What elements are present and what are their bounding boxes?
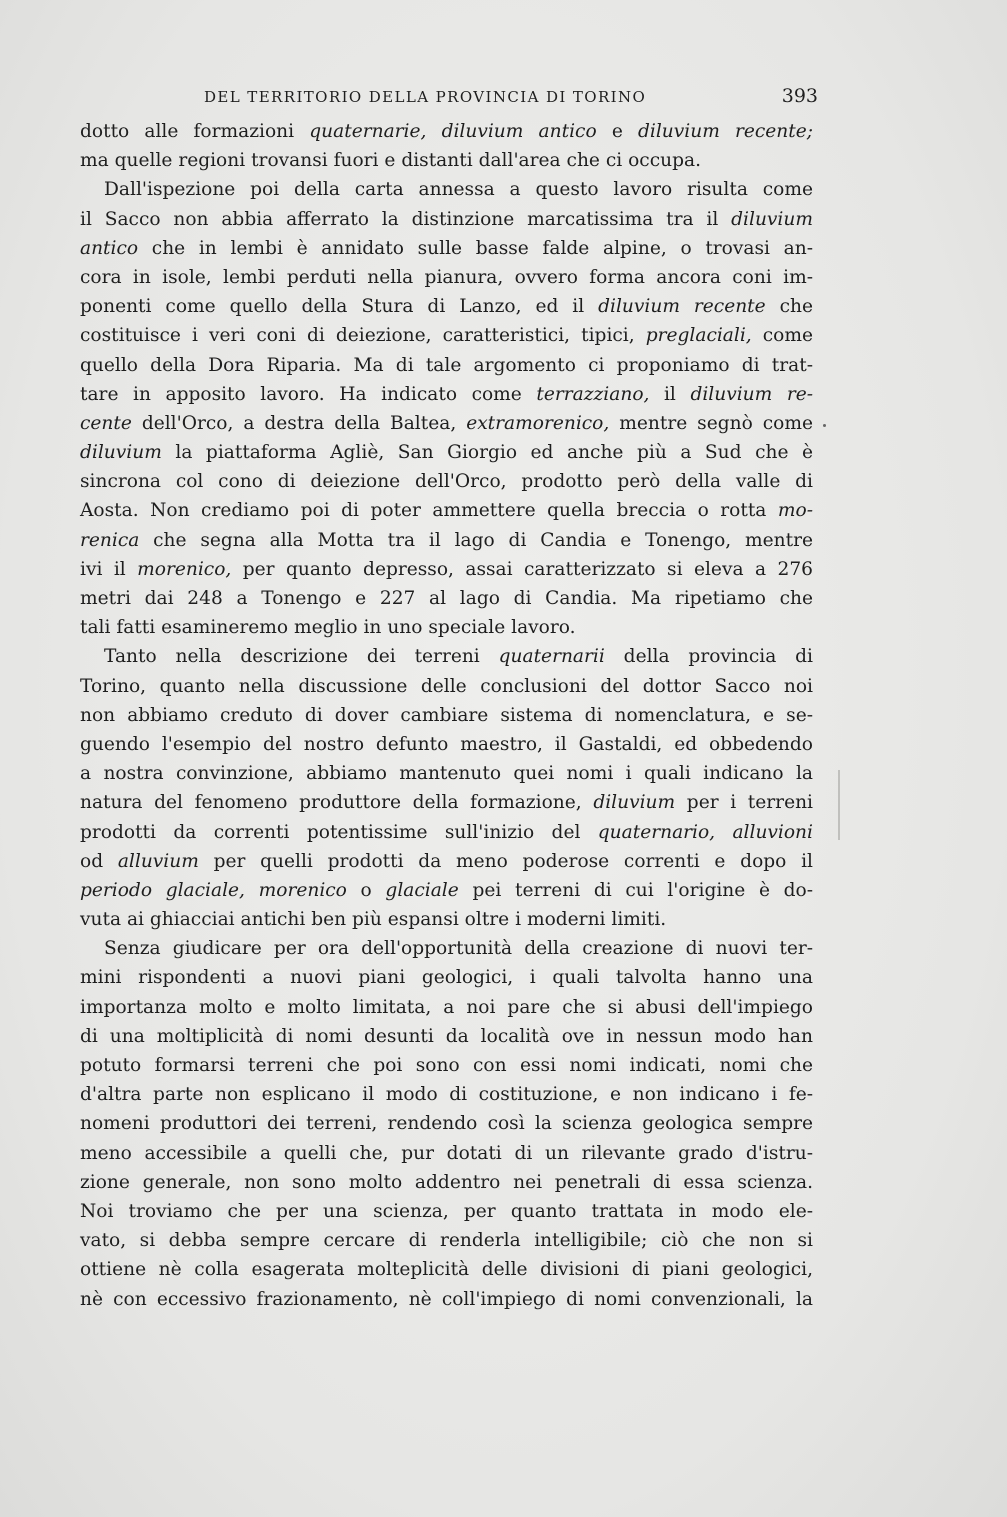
- text-run: zione generale, non sono molto addentro nei penetrali di essa scienza.: [80, 1171, 813, 1193]
- text-run: nè con eccessivo frazionamento, nè coll'impiego di nomi convenzionali, la: [80, 1288, 813, 1310]
- text-line: [80, 146, 813, 175]
- text-line: [80, 1080, 813, 1109]
- italic-term: cente: [80, 412, 132, 434]
- text-line: [80, 467, 813, 496]
- text-run: a nostra convinzione, abbiamo mantenuto quei nomi i quali indicano la: [80, 763, 813, 785]
- text-run: ivi il: [80, 558, 138, 580]
- text-line: [80, 351, 813, 380]
- text-line: [80, 380, 813, 409]
- text-run: quello della Dora Riparia. Ma di tale argomento ci proponiamo di trat-: [80, 354, 813, 376]
- text-line: [80, 438, 813, 467]
- text-run: ponenti come quello della Stura di Lanzo, ed il: [80, 296, 599, 318]
- text-line: [80, 1022, 813, 1051]
- margin-mark: [838, 770, 840, 840]
- text-run: meno accessibile a quelli che, pur dotati di un rilevante grado d'istru-: [80, 1142, 813, 1164]
- text-run: o: [346, 879, 386, 901]
- text-line: [80, 584, 813, 613]
- text-run: sincrona col cono di deiezione dell'Orco, prodotto però della valle di: [80, 471, 813, 493]
- italic-term: terrazziano,: [536, 383, 650, 405]
- text-line: [80, 175, 813, 204]
- text-run: dell'Orco, a destra della Baltea,: [131, 412, 467, 434]
- italic-term: antico: [80, 237, 139, 259]
- italic-term: diluvium re-: [690, 383, 813, 405]
- text-run: non abbiamo creduto di dover cambiare sistema di nomenclatura, e se-: [80, 704, 813, 726]
- text-line: [80, 1197, 813, 1226]
- text-run: d'altra parte non esplicano il modo di costituzione, e non indicano i fe-: [80, 1084, 813, 1106]
- italic-term: morenico,: [137, 558, 232, 580]
- text-run: metri dai 248 a Tonengo e 227 al lago di Candia. Ma ripetiamo che: [80, 588, 813, 609]
- text-run: e: [596, 121, 638, 142]
- text-run: dotto alle formazioni: [80, 121, 310, 142]
- text-run: mini rispondenti a nuovi piani geologici, i quali talvolta hanno una: [80, 967, 813, 989]
- text-run: Aosta. Non crediamo poi di poter ammettere quella breccia o rotta: [80, 500, 778, 522]
- text-line: [80, 555, 813, 584]
- text-line: [80, 205, 813, 234]
- text-run: potuto formarsi terreni che poi sono con essi nomi indicati, nomi che: [80, 1055, 813, 1076]
- ink-speck: [823, 424, 826, 427]
- text-line: [80, 1285, 813, 1314]
- text-line: [80, 934, 813, 963]
- text-run: ottiene nè colla esagerata molteplicità delle divisioni di piani geologici,: [80, 1259, 813, 1281]
- text-run: tali fatti esamineremo meglio in uno speciale lavoro.: [80, 617, 576, 639]
- text-line: [80, 1226, 813, 1255]
- text-line: [80, 409, 813, 438]
- text-run: od: [80, 850, 118, 872]
- text-run: che in lembi è annidato sulle basse falde alpine, o trovasi an-: [138, 237, 813, 259]
- italic-term: quaternario, alluvioni: [597, 821, 813, 843]
- text-run: Dall'ispezione poi della carta annessa a questo lavoro risulta come: [104, 179, 813, 201]
- text-run: pei terreni di cui l'origine è do-: [458, 879, 814, 901]
- text-run: costituisce i veri coni di deiezione, caratteristici, tipici,: [80, 325, 646, 347]
- text-run: per i terreni: [675, 792, 813, 814]
- italic-term: glaciale: [385, 879, 459, 901]
- text-line: [80, 672, 813, 701]
- italic-term: preglaciali,: [645, 325, 752, 347]
- text-run: per quanto depresso, assai caratterizzato si eleva a 276: [231, 558, 813, 580]
- text-line: [80, 1051, 813, 1080]
- text-line: [80, 613, 813, 642]
- text-line: [80, 701, 813, 730]
- text-run: Senza giudicare per ora dell'opportunità della creazione di nuovi ter-: [104, 938, 813, 960]
- italic-term: diluvium recente: [598, 296, 766, 318]
- text-line: [80, 876, 813, 905]
- text-run: cora in isole, lembi perduti nella pianura, ovvero forma ancora coni im-: [80, 266, 813, 288]
- text-run: di una moltiplicità di nomi desunti da località ove in nessun modo han: [80, 1025, 813, 1047]
- text-line: [80, 1109, 813, 1138]
- text-line: [80, 1168, 813, 1197]
- text-run: Tanto nella descrizione dei terreni: [104, 646, 499, 668]
- text-line: [80, 1255, 813, 1284]
- italic-term: quaternarii: [498, 646, 605, 668]
- text-run: ma quelle regioni trovansi fuori e distanti dall'area che ci occupa.: [80, 150, 702, 172]
- text-line: [80, 496, 813, 525]
- text-run: Torino, quanto nella discussione delle conclusioni del dottor Sacco noi: [80, 675, 813, 697]
- text-run: come: [751, 325, 813, 347]
- text-run: vato, si debba sempre cercare di renderla intelligibile; ciò che non si: [80, 1230, 813, 1252]
- text-run: per quelli prodotti da meno poderose correnti e dopo il: [198, 850, 813, 872]
- text-line: [80, 730, 813, 759]
- text-line: [80, 759, 813, 788]
- italic-term: alluvium: [117, 850, 199, 872]
- text-run: Noi troviamo che per una scienza, per quanto trattata in modo ele-: [80, 1200, 813, 1222]
- page-header: [78, 84, 818, 116]
- text-run: che: [765, 296, 813, 318]
- italic-term: diluvium recente;: [638, 121, 814, 142]
- text-run: mentre segnò come: [609, 412, 813, 434]
- text-line: [80, 642, 813, 671]
- text-run: importanza molto e molto limitata, a noi pare che si abusi dell'impiego: [80, 996, 813, 1018]
- italic-term: diluvium: [80, 442, 162, 464]
- text-line: [80, 905, 813, 934]
- text-run: vuta ai ghiacciai antichi ben più espansi oltre i moderni limiti.: [80, 909, 667, 931]
- text-line: [80, 263, 813, 292]
- text-line: [80, 963, 813, 992]
- text-line: [80, 117, 813, 146]
- text-run: che segna alla Motta tra il lago di Candia e Tonengo, mentre: [139, 529, 813, 551]
- body-text: [80, 117, 813, 1314]
- text-line: [80, 847, 813, 876]
- page-number: 393: [781, 85, 818, 107]
- text-line: [80, 818, 813, 847]
- italic-term: mo-: [777, 500, 813, 522]
- italic-term: extramorenico,: [466, 412, 610, 434]
- text-run: tare in apposito lavoro. Ha indicato come: [80, 383, 537, 405]
- text-line: [80, 993, 813, 1022]
- text-run: la piattaforma Agliè, San Giorgio ed anche più a Sud che è: [161, 442, 813, 464]
- text-run: prodotti da correnti potentissime sull'inizio del: [80, 821, 598, 843]
- text-run: della provincia di: [604, 646, 813, 668]
- text-run: natura del fenomeno produttore della formazione,: [80, 792, 594, 814]
- italic-term: quaternarie, diluvium antico: [309, 121, 597, 142]
- text-line: [80, 1139, 813, 1168]
- text-run: il: [649, 383, 691, 405]
- text-line: [80, 234, 813, 263]
- running-title: DEL TERRITORIO DELLA PROVINCIA DI TORINO: [204, 88, 647, 106]
- text-line: [80, 526, 813, 555]
- italic-term: renica: [80, 529, 140, 551]
- text-line: [80, 788, 813, 817]
- text-run: il Sacco non abbia afferrato la distinzione marcatissima tra il: [80, 208, 732, 230]
- italic-term: diluvium: [731, 208, 813, 230]
- italic-term: periodo glaciale, morenico: [80, 879, 347, 901]
- text-line: [80, 321, 813, 350]
- text-run: nomeni produttori dei terreni, rendendo così la scienza geologica sempre: [80, 1113, 813, 1135]
- text-run: guendo l'esempio del nostro defunto maestro, il Gastaldi, ed obbedendo: [80, 733, 813, 755]
- text-line: [80, 292, 813, 321]
- italic-term: diluvium: [593, 792, 676, 814]
